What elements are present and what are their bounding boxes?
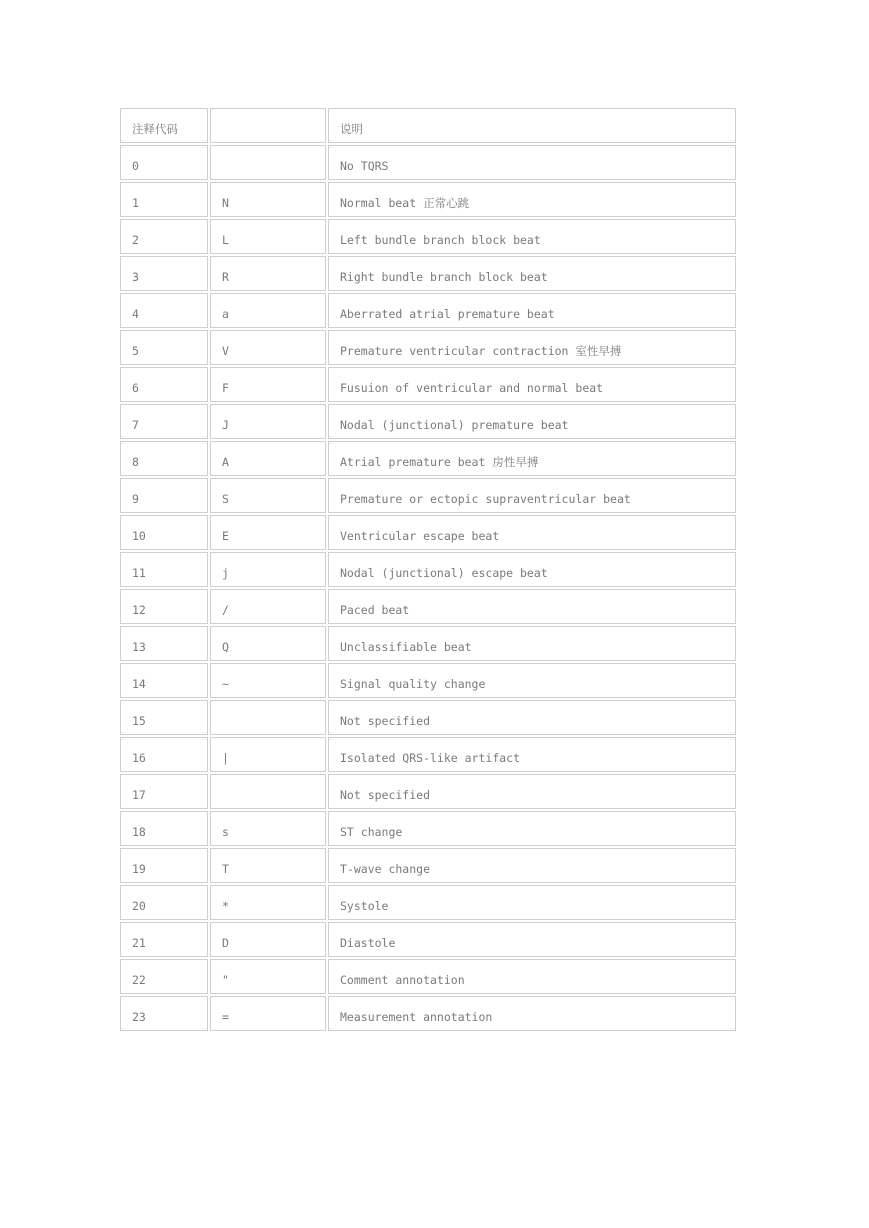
- code-cell: 21: [120, 922, 208, 957]
- table-body: [120, 108, 736, 1031]
- annotation-code-table: [118, 106, 738, 1033]
- symbol-cell: R: [210, 256, 326, 291]
- table-row: [120, 404, 736, 439]
- description-cell: Premature ventricular contraction 室性早搏: [328, 330, 736, 365]
- description-cell: No TQRS: [328, 145, 736, 180]
- header-description-cell: 说明: [328, 108, 736, 143]
- description-cell: Left bundle branch block beat: [328, 219, 736, 254]
- code-cell: 16: [120, 737, 208, 772]
- symbol-cell: j: [210, 552, 326, 587]
- symbol-cell: F: [210, 367, 326, 402]
- symbol-cell: [210, 700, 326, 735]
- code-cell: 11: [120, 552, 208, 587]
- header-code-cell: 注释代码: [120, 108, 208, 143]
- description-cell: Normal beat 正常心跳: [328, 182, 736, 217]
- description-cell: Systole: [328, 885, 736, 920]
- code-cell: 15: [120, 700, 208, 735]
- description-cell: Isolated QRS-like artifact: [328, 737, 736, 772]
- table-row: [120, 996, 736, 1031]
- table-row: [120, 700, 736, 735]
- symbol-cell: a: [210, 293, 326, 328]
- code-cell: 6: [120, 367, 208, 402]
- table-row: [120, 922, 736, 957]
- description-cell: Not specified: [328, 774, 736, 809]
- description-cell: Not specified: [328, 700, 736, 735]
- symbol-cell: =: [210, 996, 326, 1031]
- code-cell: 20: [120, 885, 208, 920]
- symbol-cell: J: [210, 404, 326, 439]
- description-cell: Aberrated atrial premature beat: [328, 293, 736, 328]
- table-row: [120, 182, 736, 217]
- code-cell: 7: [120, 404, 208, 439]
- symbol-cell: |: [210, 737, 326, 772]
- code-cell: 18: [120, 811, 208, 846]
- description-cell: Nodal (junctional) premature beat: [328, 404, 736, 439]
- symbol-cell: A: [210, 441, 326, 476]
- symbol-cell: ~: [210, 663, 326, 698]
- code-cell: 10: [120, 515, 208, 550]
- description-cell: Measurement annotation: [328, 996, 736, 1031]
- code-cell: 4: [120, 293, 208, 328]
- table-row: [120, 478, 736, 513]
- symbol-cell: L: [210, 219, 326, 254]
- symbol-cell: D: [210, 922, 326, 957]
- code-cell: 12: [120, 589, 208, 624]
- symbol-cell: S: [210, 478, 326, 513]
- table-row: [120, 441, 736, 476]
- table-row: [120, 959, 736, 994]
- description-cell: Diastole: [328, 922, 736, 957]
- table-row: [120, 848, 736, 883]
- description-cell: Premature or ectopic supraventricular beat: [328, 478, 736, 513]
- header-symbol-cell: [210, 108, 326, 143]
- symbol-cell: N: [210, 182, 326, 217]
- code-cell: 19: [120, 848, 208, 883]
- code-cell: 2: [120, 219, 208, 254]
- table-row: [120, 589, 736, 624]
- table-header-row: [120, 108, 736, 143]
- code-cell: 23: [120, 996, 208, 1031]
- table-row: [120, 811, 736, 846]
- symbol-cell: V: [210, 330, 326, 365]
- symbol-cell: Q: [210, 626, 326, 661]
- description-cell: T-wave change: [328, 848, 736, 883]
- table-row: [120, 515, 736, 550]
- code-cell: 13: [120, 626, 208, 661]
- description-cell: Ventricular escape beat: [328, 515, 736, 550]
- symbol-cell: [210, 145, 326, 180]
- code-cell: 1: [120, 182, 208, 217]
- symbol-cell: [210, 774, 326, 809]
- code-cell: 9: [120, 478, 208, 513]
- description-cell: ST change: [328, 811, 736, 846]
- table-row: [120, 552, 736, 587]
- symbol-cell: E: [210, 515, 326, 550]
- code-cell: 5: [120, 330, 208, 365]
- table-row: [120, 293, 736, 328]
- code-cell: 17: [120, 774, 208, 809]
- code-cell: 8: [120, 441, 208, 476]
- table-row: [120, 774, 736, 809]
- description-cell: Fusuion of ventricular and normal beat: [328, 367, 736, 402]
- table-row: [120, 219, 736, 254]
- table-row: [120, 330, 736, 365]
- symbol-cell: s: [210, 811, 326, 846]
- table-row: [120, 626, 736, 661]
- code-cell: 0: [120, 145, 208, 180]
- symbol-cell: T: [210, 848, 326, 883]
- description-cell: Comment annotation: [328, 959, 736, 994]
- table-row: [120, 145, 736, 180]
- table-row: [120, 737, 736, 772]
- table-row: [120, 256, 736, 291]
- description-cell: Right bundle branch block beat: [328, 256, 736, 291]
- description-cell: Nodal (junctional) escape beat: [328, 552, 736, 587]
- table-row: [120, 663, 736, 698]
- description-cell: Paced beat: [328, 589, 736, 624]
- table-row: [120, 885, 736, 920]
- description-cell: Atrial premature beat 房性早搏: [328, 441, 736, 476]
- code-cell: 22: [120, 959, 208, 994]
- description-cell: Signal quality change: [328, 663, 736, 698]
- code-cell: 14: [120, 663, 208, 698]
- symbol-cell: /: [210, 589, 326, 624]
- description-cell: Unclassifiable beat: [328, 626, 736, 661]
- code-cell: 3: [120, 256, 208, 291]
- symbol-cell: *: [210, 885, 326, 920]
- symbol-cell: ": [210, 959, 326, 994]
- table-row: [120, 367, 736, 402]
